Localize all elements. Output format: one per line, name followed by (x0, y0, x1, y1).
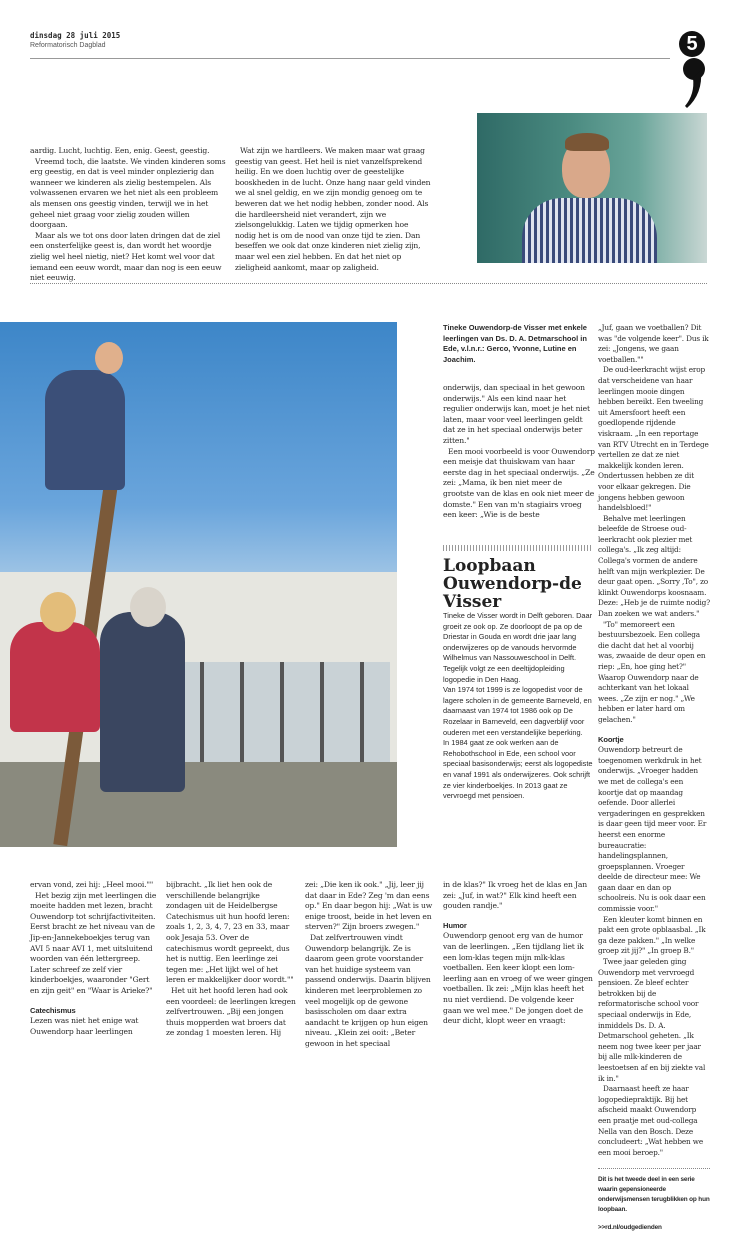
sidebar-divider (443, 545, 593, 551)
page-number: 5 (679, 31, 705, 57)
section-divider (30, 283, 707, 284)
paragraph: Maar als we tot ons door laten dringen dat de ziel een onsterfelijke geest is, dan wordt het woordje zielig wel heel nietig, niet? Het komt wel voor dat iemand een eeuw wordt, maar dan nog is een eeuw niet eeuwig. (30, 230, 222, 283)
issue-date: dinsdag 28 juli 2015 (30, 31, 121, 40)
paragraph: onderwijs, dan speciaal in het gewoon onderwijs." Als een kind naar het regulier onderwijs kan, moet je het niet laten, maar voor veel leerlingen geldt dat ze in het speciaal onderwijs beter zitten." (443, 383, 590, 445)
header-rule (30, 58, 670, 59)
bottom-col2 (166, 880, 296, 1039)
paragraph: In 1984 gaat ze ook werken aan de Rehobothschool in Ede, een school voor speciaal basisonderwijs; eerst als logopediste en vanaf 1991 als onderwijzeres. Ook schrijft ze vier kinderboekjes. In 2013 gaat ze vervroegd met pensioen. (443, 738, 593, 801)
paragraph: „Juf, gaan we voetballen? Dit was "de volgende keer". Dus ik zei: „Jongens, we gaan voetballen."" (598, 323, 709, 364)
paragraph: Behalve met leerlingen beleefde de Stroese oud-leerkracht ook plezier met collega's. „Ik zeg altijd: Collega's vormen de andere helft van mijn werkplezier. De deur gaat open. „Sorry ,To", zo klinkt Ouwendorps koosnaam. Deze: „Heb je de ruimte nodig? Dan zoeken we wat anders." (598, 513, 710, 619)
series-note: Dit is het tweede deel in een serie waarin gepensioneerde onderwijsmensen terugblikken op hun loopbaan. (598, 1176, 710, 1214)
paragraph: Het uit het hoofd leren had ook een voordeel: de leerlingen kregen zelfvertrouwen. „Bij een jongen thuis mopperden wat broers dat ze zondag 1 moesten leren. Hij (166, 985, 296, 1038)
paragraph: Twee jaar geleden ging Ouwendorp met vervroegd pensioen. Ze bleef echter betrokken bij de reformatorische school voor speciaal onderwijs in Ede, inmiddels Ds. D. A. Detmarschool geheten. „Ik neem nog twee keer per jaar bij alle mlk-kinderen de leestoetsen af en bij ziekte val ik in." (598, 957, 706, 1083)
bottom-col4 (443, 880, 593, 1027)
paragraph: "To" memoreert een bestuursbezoek. Een collega die dacht dat het al voorbij was, zwaaide de deur open en riep: „En, hoe ging het?" Waarop Ouwendorp naar de achterkant van het lokaal wees. „Ze zijn er nog." „We hebben er later hard om gelachen." (598, 619, 706, 724)
note-divider (598, 1168, 710, 1169)
paragraph: Ouwendorp genoot erg van de humor van de leerlingen. „Een tijdlang liet ik een lom-klas tegen mijn mlk-klas voetballen. Een keer klopt een lom-leerling aan en vroeg of we weer gingen voetballen. Ik zei: „Mijn klas heeft het nu niet verdiend. De volgende keer gaan we wel mee." De jongen doet de deur dicht, klopt weer en vraagt: (443, 931, 593, 1026)
subheading-koortje: Koortje (598, 734, 624, 744)
paragraph: ervan vond, zei hij: „Heel mooi."" (30, 880, 154, 889)
paragraph: bijbracht. „Ik liet hen ook de verschillende belangrijke zondagen uit de Heidelbergse Catechismus uit hun hoofd leren: zoals 1, 2, 3, 4, 7, 23 en 33, maar ook Jesaja 53. Over de catechismus wordt gepreekt, dus het is nuttig. Een leerlinge zei tegen me: „Het lijkt wel of het leren er makkelijker door wordt."" (166, 880, 294, 985)
paragraph: Daarnaast heeft ze haar logopediepraktijk. Bij het afscheid maakt Ouwendorp een praatje met oud-collega Nella van den Bosch. Deze concludeert: „Wat hebben we een mooi beroep." (598, 1084, 704, 1157)
top-article-col1 (30, 146, 226, 284)
paragraph: Ouwendorp betreurt de toegenomen werkdruk in het onderwijs. „Vroeger hadden we met de collega's een koortje dat op maandag oefende. Door allerlei vergaderingen en gesprekken is daar geen tijd meer voor. Er heerst een enorme bureaucratie: handelingsplannen, groepsplannen. Vroeger deelde de directeur mee: We gaan daar en dan op schoolreis. Nu is ook daar een commissie voor." (598, 745, 707, 914)
paragraph: Wat zijn we hardleers. We maken maar wat graag geestig van geest. Het heil is niet vanzelfsprekend heilig. En we doen luchtig over de geestelijke booskheden in de lucht. Onze hang naar geld vinden we al snel geldig, en we zijn mondig genoeg om te beweren dat we het nodig hebben, zonder nood. Als die hardleersheid niet verandert, zijn we zielsongelukkig. Laten we tijdig opmerken hoe nodig het is om de nood van onze tijd te zien. Dan beseffen we ook dat onze kinderen niet zielig zijn, maar wel een ziel hebben. En dat het niet op zieligheid aankomt, maar op zaligheid. (235, 146, 431, 272)
paragraph: Dat zelfvertrouwen vindt Ouwendorp belangrijk. Ze is daarom geen grote voorstander van het huidige systeem van passend onderwijs. Daarin blijven kinderen met leerproblemen zo veel mogelijk op de gewone basisscholen om daar extra aandacht te krijgen op hun eigen niveau. „Klein zei ooit: „Beter gewoon in het speciaal (305, 932, 431, 1048)
main-col-mid (443, 383, 595, 521)
paragraph: Vreemd toch, die laatste. We vinden kinderen soms erg geestig, en dat is veel minder onplezierig dan wanneer we kinderen als zielig bestempelen. Als volwassenen ervaren we het niet als een probleem als mensen ons geestig vinden, terwijl we in het geheel niet graag voor zielig zouden willen doorgaan. (30, 156, 226, 230)
top-article-col2 (235, 146, 431, 273)
comma-logo-icon (679, 56, 709, 111)
teacher-photo (477, 113, 707, 263)
paragraph: De oud-leerkracht wijst erop dat verscheidene van haar leerlingen mooie dingen hebben bereikt. Een tweeling uit Amersfoort heeft een goedlopende rijdende viskraam. „In een reportage van RTV Utrecht en in Terdege vertellen ze dat ze niet makkelijk konden leren. Ondertussen hebben ze dit voor elkaar gekregen. Die jongens hebben gewoon handelsbloed!" (598, 365, 709, 513)
classroom-playground-photo (0, 322, 397, 847)
paragraph: Lezen was niet het enige wat Ouwendorp haar leerlingen (30, 1016, 139, 1036)
photo-caption: Tineke Ouwendorp-de Visser met enkele leerlingen van Ds. D. A. Detmarschool in Ede, v.l.n.r.: Gerco, Yvonne, Lutine en Joachim. (443, 323, 587, 364)
paragraph: in de klas?" Ik vroeg het de klas en Jan zei: „Juf, in wat?" Elk kind heeft een gouden randje." (443, 880, 587, 911)
newspaper-name: Reformatorisch Dagblad (30, 42, 106, 49)
main-col-right (598, 323, 710, 1234)
series-link[interactable]: >>rd.nl/oudgedienden (598, 1224, 662, 1232)
sidebar-title: Loopbaan Ouwendorp-de Visser (443, 556, 582, 612)
paragraph: aardig. Lucht, luchtig. Een, enig. Geest, geestig. (30, 146, 210, 155)
bottom-col1 (30, 880, 158, 1037)
paragraph: Van 1974 tot 1999 is ze logopedist voor de lagere scholen in de gemeente Barneveld, en daarnaast van 1974 tot 1986 ook op De Rozelaar in Barneveld, een dagverblijf voor ouderen met een verstandelijke beperking. (443, 685, 592, 737)
bottom-col3 (305, 880, 435, 1050)
subheading-catechismus: Catechismus (30, 1005, 76, 1015)
paragraph: Het bezig zijn met leerlingen die moeite hadden met lezen, bracht Ouwendorp tot schrijfactiviteiten. Eerst bracht ze het niveau van de Jip-en-Jannekeboekjes terug van AVI 5 naar AVI 1, met uitsluitend woorden van één lettergreep. Later schreef ze zelf vier kinderboekjes, waaronder "Gert en zijn geit" en "Waar is Arieke?" (30, 890, 157, 995)
sidebar-body (443, 611, 595, 802)
subheading-humor: Humor (443, 920, 467, 930)
paragraph: Een kleuter komt binnen en pakt een grote opblaasbal. „Ik ga deze pakken." „In welke groep zit jij?" „In groep B." (598, 914, 706, 956)
paragraph: Een mooi voorbeeld is voor Ouwendorp een meisje dat thuiskwam van haar eerste dag in het speciaal onderwijs. „Ze zei: „Mama, ik ben niet meer de grootste van de klas en ook niet meer de domste." Een van m'n stagiairs vroeg een keer: „Wie is de beste (443, 446, 595, 520)
paragraph: zei: „Die ken ik ook." „Jij, leer jij dat daar in Ede? Zeg 'm dan eens op." En daar begon hij: „Wat is uw enige troost, beide in het leven en sterven?" Zijn broers zwegen." (305, 880, 433, 932)
paragraph: Tineke de Visser wordt in Delft geboren. Daar groeit ze ook op. Ze doorloopt de pa op de Driestar in Gouda en wordt drie jaar lang onderwijzeres op de vanouds hervormde Wilhelmus van Nassouweschool in Delft. Tegelijk volgt ze een deeltijdopleiding logopedie in Den Haag. (443, 611, 593, 684)
